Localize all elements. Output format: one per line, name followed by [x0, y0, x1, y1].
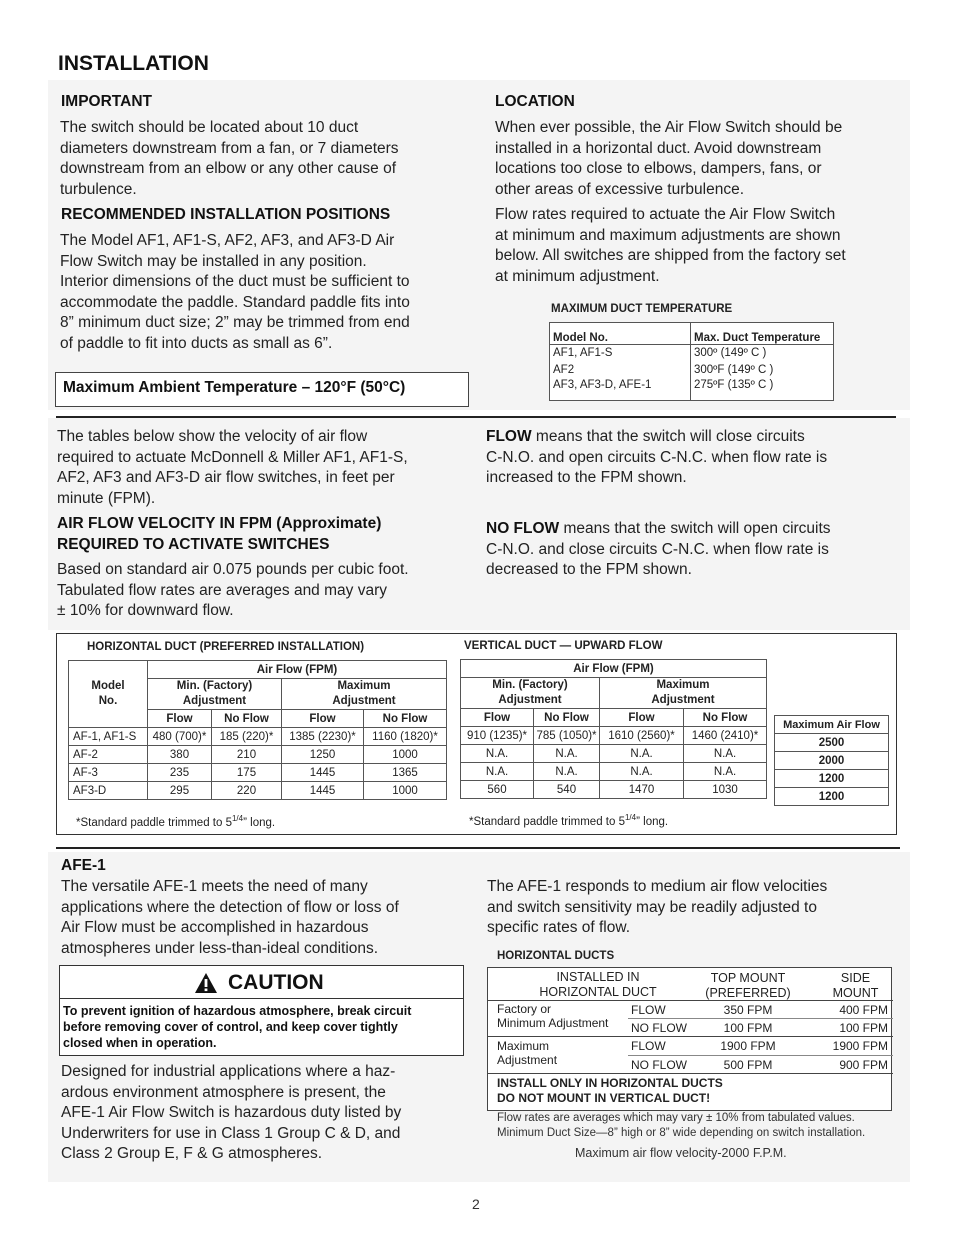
afe1-text: The versatile AFE-1 meets the need of many applications where the detection of flow or loss of Air Flow must be accomplished in hazardous atmospheres under less-than-ideal conditions.	[61, 878, 399, 957]
divider	[56, 847, 900, 849]
hducts-header-install: INSTALLED IN HORIZONTAL DUCT	[539, 970, 657, 999]
caution-title: CAUTION	[228, 971, 324, 994]
table-row: AF-2 380 210 1250 1000	[69, 746, 447, 764]
hducts-header-top: TOP MOUNT (PREFERRED)	[705, 971, 791, 1000]
recommended-heading: RECOMMENDED INSTALLATION POSITIONS	[61, 206, 391, 223]
noflow-label: NO FLOW	[631, 1058, 687, 1072]
horizontal-note: *Standard paddle trimmed to $5^{1/4}$” long.	[76, 814, 276, 829]
hducts-notes: Flow rates are averages which may vary ± 10% from tabulated values. Minimum Duct Size—8” high or 8” wide depending on switch installation.	[497, 1112, 866, 1139]
table-row: AF-3 235 175 1445 1365	[69, 764, 447, 782]
page-number: 2	[472, 1196, 480, 1212]
max-airflow-table: Maximum Air Flow 2500 2000 1200 1200	[774, 715, 889, 806]
maxadj-label: Maximum Adjustment	[497, 1039, 558, 1067]
hducts-caption: HORIZONTAL DUCTS	[497, 950, 615, 962]
max-ambient-box: Maximum Ambient Temperature – 120°F (50°C)	[55, 372, 469, 407]
standard-air-text: Based on standard air 0.075 pounds per cubic foot. Tabulated flow rates are averages and may vary ± 10% for downward flow.	[57, 561, 409, 619]
page-title: INSTALLATION	[58, 52, 209, 75]
vertical-title: VERTICAL DUCT — UPWARD FLOW	[464, 640, 663, 652]
cell: 500 FPM	[723, 1058, 773, 1072]
vertical-note: *Standard paddle trimmed to $5^{1/4}$” long.	[469, 813, 669, 828]
cell: 900 FPM	[839, 1058, 888, 1072]
important-text: The switch should be located about 10 duct diameters downstream from a fan, or 7 diameters downstream from an elbow or any other cause of turbulence.	[60, 119, 399, 198]
flow-label: FLOW	[631, 1003, 666, 1017]
caution-box	[59, 965, 464, 1056]
duct-temp-table: Model No. Max. Duct Temperature AF1, AF1-S 300º (149º C ) AF2 300ºF (149º C ) AF3, AF3-D, AFE-1 275ºF (135º C )	[549, 322, 834, 401]
caution-text: To prevent ignition of hazardous atmosphere, break circuit before removing cover of control, and keep cover tightly closed when in operation.	[63, 1004, 412, 1050]
table-row: 560 540 1470 1030	[461, 781, 767, 799]
intro-text: The tables below show the velocity of air flow required to actuate McDonnell & Miller AF1, AF1-S, AF2, AF3 and AF3-D air flow switches, in feet per minute (FPM).	[57, 428, 408, 507]
hducts-table	[487, 967, 892, 1111]
airflow-heading: AIR FLOW VELOCITY IN FPM (Approximate) REQUIRED TO ACTIVATE SWITCHES	[57, 515, 382, 553]
flow-definition: FLOW means that the switch will close circuits C-N.O. and open circuits C-N.C. when flow rate is increased to the FPM shown.	[486, 428, 828, 486]
warning-icon	[194, 972, 218, 994]
divider	[56, 416, 896, 418]
noflow-label: NO FLOW	[631, 1021, 687, 1035]
cell: 1900 FPM	[720, 1039, 776, 1053]
table-row: AF-1, AF1-S 480 (700)* 185 (220)* 1385 (2230)* 1160 (1820)*	[69, 728, 447, 746]
flow-rates-text: Flow rates required to actuate the Air Flow Switch at minimum and maximum adjustments are shown below. All switches are shipped from the factory set at minimum adjustment.	[495, 206, 846, 285]
factory-label: Factory or Minimum Adjustment	[497, 1002, 609, 1030]
hducts-header-side: SIDE MOUNT	[832, 971, 879, 1000]
horizontal-title: HORIZONTAL DUCT (PREFERRED INSTALLATION)	[87, 641, 365, 653]
location-text: When ever possible, the Air Flow Switch should be installed in a horizontal duct. Avoid downstream locations too close to elbows, dampers, fans, or other areas of excessive turbulence.	[495, 119, 843, 198]
afe1-right-text: The AFE-1 responds to medium air flow velocities and switch sensitivity may be readily adjusted to specific rates of flow.	[487, 878, 828, 936]
table-row: 910 (1235)* 785 (1050)* 1610 (2560)* 1460 (2410)*	[461, 727, 767, 745]
cell: 100 FPM	[723, 1021, 773, 1035]
horizontal-duct-table: Model No. Air Flow (FPM) Min. (Factory) Adjustment Maximum Adjustment Flow No Flow Flow No Flow AF-1, AF1-S 480 (700)* 185 (220)* 1385 (2230)* 1160 (1820)* AF-2 380 210 1250 1000 AF-3 235 175 1445 1365 AF3-D 295 220 1445 1000	[68, 660, 447, 800]
location-heading: LOCATION	[495, 93, 575, 110]
design-text: Designed for industrial applications where a haz- ardous environment atmosphere is present, the AFE-1 Air Flow Switch is hazardous duty listed by Underwriters for use in Class 1 Group C & D, and Class 2 Group E, F & G atmospheres.	[61, 1063, 402, 1162]
noflow-definition: NO FLOW means that the switch will open circuits C-N.O. and close circuits C-N.C. when flow rate is decreased to the FPM shown.	[486, 520, 831, 578]
table-row: AF3-D 295 220 1445 1000	[69, 782, 447, 800]
afe1-heading: AFE-1	[61, 857, 106, 874]
hducts-warning: INSTALL ONLY IN HORIZONTAL DUCTS DO NOT MOUNT IN VERTICAL DUCT!	[497, 1076, 723, 1105]
cell: 350 FPM	[723, 1003, 773, 1017]
table-row: N.A. N.A. N.A. N.A.	[461, 745, 767, 763]
duct-temp-caption: MAXIMUM DUCT TEMPERATURE	[551, 303, 733, 315]
recommended-text: The Model AF1, AF1-S, AF2, AF3, and AF3-D Air Flow Switch may be installed in any position. Interior dimensions of the duct must be sufficient to accommodate the paddle. Standard paddle fits into 8” minimum duct size; 2” may be trimmed from end of paddle to fit into ducts as small as 6”.	[60, 232, 410, 352]
max-velocity-note: Maximum air flow velocity-2000 F.P.M.	[575, 1146, 787, 1160]
flow-label: FLOW	[631, 1039, 666, 1053]
important-heading: IMPORTANT	[61, 93, 152, 110]
vertical-duct-table: Air Flow (FPM) Min. (Factory) Adjustment Maximum Adjustment Flow No Flow Flow No Flow 910 (1235)* 785 (1050)* 1610 (2560)* 1460 (2410)* N.A. N.A. N.A. N.A. N.A. N.A. N.A. N.A. 560 540 1470 1030	[460, 659, 767, 799]
cell: 400 FPM	[839, 1003, 888, 1017]
cell: 1900 FPM	[832, 1039, 888, 1053]
table-row: N.A. N.A. N.A. N.A.	[461, 763, 767, 781]
cell: 100 FPM	[839, 1021, 888, 1035]
